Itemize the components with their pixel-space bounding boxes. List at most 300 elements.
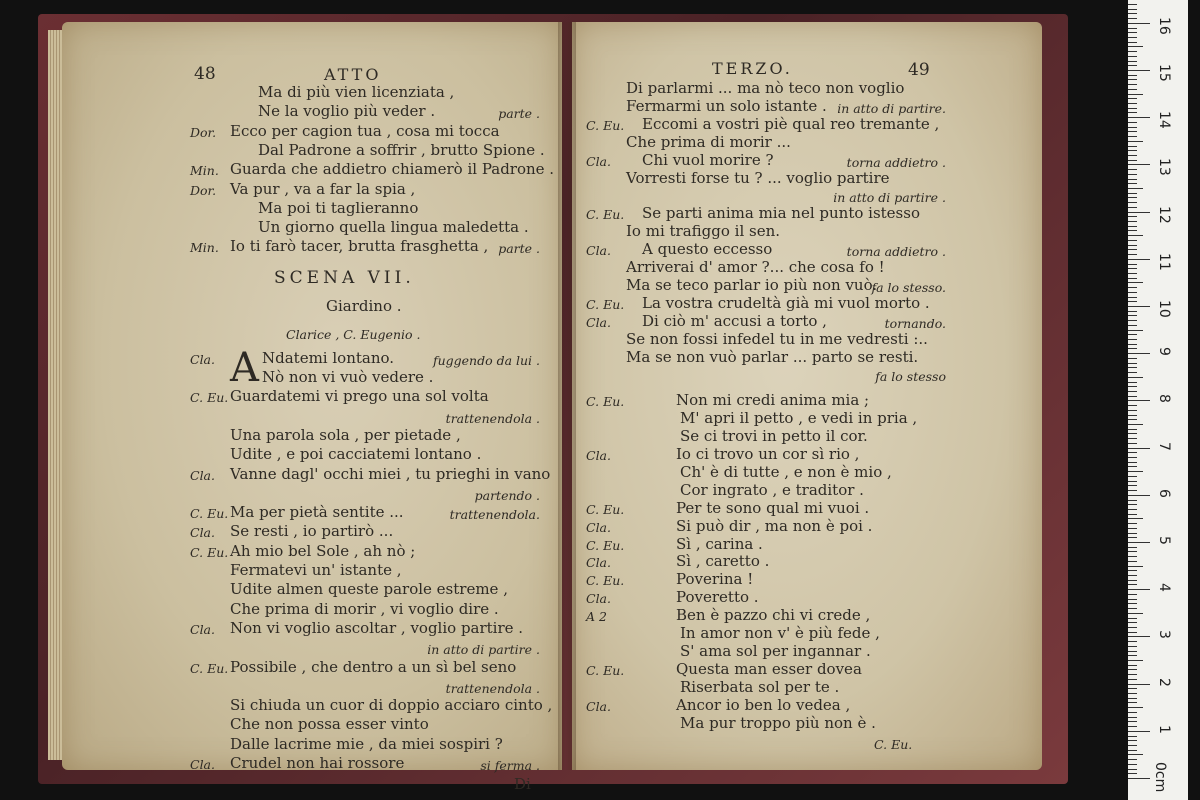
speaker-label: C. Eu. xyxy=(190,544,229,560)
verse-line: Guarda che addietro chiamerò il Padrone . xyxy=(230,160,555,179)
verse-line: Ma per pietà sentite ... xyxy=(230,503,404,522)
scene-title: SCENA VII. xyxy=(274,267,415,288)
ruler-number: 8 xyxy=(1156,394,1172,404)
running-header: TERZO. xyxy=(712,59,793,78)
ruler-tick xyxy=(1128,410,1137,411)
catchword: C. Eu. xyxy=(874,737,913,753)
verse-line: Per te sono qual mi vuoi . xyxy=(676,498,870,517)
verse-line: Che non possa esser vinto xyxy=(230,715,429,734)
ruler-tick xyxy=(1128,84,1137,85)
catchword: Di xyxy=(514,775,531,794)
ruler-tick xyxy=(1128,226,1137,227)
ruler-tick xyxy=(1128,466,1137,467)
verse-line: Se resti , io partirò ... xyxy=(230,522,394,541)
ruler-number: 2 xyxy=(1156,677,1172,687)
ruler-tick xyxy=(1128,764,1137,765)
ruler-tick xyxy=(1128,769,1137,770)
speaker-label: C. Eu. xyxy=(586,207,625,223)
ruler-tick xyxy=(1128,382,1137,383)
verse-line: Io mi trafiggo il sen. xyxy=(626,222,781,241)
ruler-tick xyxy=(1128,570,1137,571)
ruler-tick xyxy=(1128,485,1137,486)
ruler-tick xyxy=(1128,221,1137,222)
ruler-tick xyxy=(1128,712,1137,713)
stage-direction: tornando. xyxy=(884,315,946,331)
verse-line: Sì , caretto . xyxy=(676,552,770,571)
ruler-tick xyxy=(1128,443,1137,444)
ruler-number: 13 xyxy=(1156,158,1172,177)
ruler-tick xyxy=(1128,282,1143,283)
ruler-tick xyxy=(1128,566,1143,567)
speaker-label: C. Eu. xyxy=(586,394,625,410)
speaker-label: Cla. xyxy=(586,314,611,330)
ruler-tick xyxy=(1128,249,1137,250)
ruler-tick xyxy=(1128,542,1150,543)
ruler-tick xyxy=(1128,292,1137,293)
speaker-label: C. Eu. xyxy=(190,660,229,676)
left-page xyxy=(62,22,562,794)
speaker-label: C. Eu. xyxy=(190,506,229,522)
speaker-label: C. Eu. xyxy=(586,537,625,553)
ruler-tick xyxy=(1128,457,1137,458)
ruler-tick xyxy=(1128,518,1143,519)
ruler-tick xyxy=(1128,28,1137,29)
stage-direction: trattenendola . xyxy=(445,410,540,426)
ruler-tick xyxy=(1128,9,1137,10)
ruler-tick xyxy=(1128,674,1137,675)
verse-line: Ch' è di tutte , e non è mio , xyxy=(680,462,892,481)
ruler-tick xyxy=(1128,23,1150,24)
ruler-tick xyxy=(1128,632,1137,633)
stage-direction: fuggendo da lui . xyxy=(432,352,540,368)
ruler-tick xyxy=(1128,363,1137,364)
ruler-tick xyxy=(1128,348,1137,349)
ruler-tick xyxy=(1128,183,1137,184)
ruler-tick xyxy=(1128,429,1137,430)
verse-line: Un giorno quella lingua maledetta . xyxy=(258,218,529,237)
ruler-tick xyxy=(1128,155,1137,156)
ruler-tick xyxy=(1128,613,1143,614)
ruler-tick xyxy=(1128,462,1137,463)
verse-line: Ma poi ti taglieranno xyxy=(258,198,419,217)
verse-line: Si chiuda un cuor di doppio acciaro cinto , xyxy=(230,696,553,715)
verse-line: La vostra crudeltà già mi vuol morto . xyxy=(642,293,930,312)
ruler-tick xyxy=(1128,259,1150,260)
ruler-tick xyxy=(1128,679,1137,680)
ruler-tick xyxy=(1128,367,1137,368)
stage-direction: si ferma . xyxy=(480,758,540,773)
ruler-tick xyxy=(1128,136,1137,137)
ruler-tick xyxy=(1128,301,1137,302)
page-number: 49 xyxy=(908,60,930,80)
speaker-label: Cla. xyxy=(586,698,611,714)
ruler-tick xyxy=(1128,551,1137,552)
verse-line: Udite , e poi cacciatemi lontano . xyxy=(230,445,482,464)
ruler-tick xyxy=(1128,245,1137,246)
ruler-tick xyxy=(1128,18,1137,19)
verse-line: Se parti anima mia nel punto istesso xyxy=(642,204,920,223)
ruler-tick xyxy=(1128,603,1137,604)
ruler-tick xyxy=(1128,216,1137,217)
ruler-tick xyxy=(1128,391,1137,392)
ruler-tick xyxy=(1128,311,1137,312)
verse-line: Poverina ! xyxy=(676,570,754,589)
ruler-tick xyxy=(1128,533,1137,534)
page-number: 48 xyxy=(194,64,216,84)
verse-line: Io ci trovo un cor sì rio , xyxy=(676,445,860,463)
ruler-tick xyxy=(1128,344,1137,345)
right-page xyxy=(572,22,1042,770)
ruler-tick xyxy=(1128,698,1137,699)
stage-direction: parte . xyxy=(498,106,540,122)
stage-direction: partendo . xyxy=(474,487,540,503)
ruler-tick xyxy=(1128,618,1137,619)
ruler-tick xyxy=(1128,150,1137,151)
speaker-label: C. Eu. xyxy=(586,501,625,517)
speaker-label: Dor. xyxy=(190,124,217,140)
ruler-tick xyxy=(1128,419,1137,420)
verse-line: Ma di più vien licenziata , xyxy=(258,83,455,101)
speaker-label: Dor. xyxy=(190,182,217,198)
verse-line: Se ci trovi in petto il cor. xyxy=(680,427,868,446)
ruler-tick xyxy=(1128,740,1137,741)
ruler-tick xyxy=(1128,415,1137,416)
verse-line: Ecco per cagion tua , cosa mi tocca xyxy=(230,121,500,140)
ruler-tick xyxy=(1128,306,1150,307)
ruler-tick xyxy=(1128,641,1137,642)
verse-line: Vorresti forse tu ? ... voglio partire xyxy=(626,168,890,187)
scene-characters: Clarice , C. Eugenio . xyxy=(286,326,421,342)
verse-line: Vanne dagl' occhi miei , tu prieghi in vano xyxy=(230,464,551,483)
scene-setting: Giardino . xyxy=(326,296,402,315)
verse-line: Ne la voglio più veder . xyxy=(258,102,436,121)
running-header: ATTO xyxy=(324,65,382,84)
stage-direction: trattenendola. xyxy=(449,507,540,523)
stage-direction: torna addietro . xyxy=(846,244,946,260)
speaker-label: C. Eu. xyxy=(586,296,625,312)
ruler-tick xyxy=(1128,273,1137,274)
ruler-tick xyxy=(1128,736,1137,737)
ruler-tick xyxy=(1128,98,1137,99)
ruler-tick xyxy=(1128,179,1137,180)
ruler-tick xyxy=(1128,717,1137,718)
ruler-tick xyxy=(1128,42,1137,43)
stage-direction: fa lo stesso xyxy=(875,369,946,385)
speaker-label: Cla. xyxy=(190,525,215,541)
ruler-number: 1 xyxy=(1156,724,1172,734)
ruler-tick xyxy=(1128,131,1137,132)
ruler-tick xyxy=(1128,509,1137,510)
ruler-tick xyxy=(1128,287,1137,288)
ruler-unit-label: 0cm xyxy=(1152,762,1168,793)
ruler-tick xyxy=(1128,197,1137,198)
ruler-tick xyxy=(1128,169,1137,170)
speaker-label: Cla. xyxy=(586,555,611,571)
ruler-tick xyxy=(1128,575,1137,576)
speaker-label: Cla. xyxy=(190,467,215,483)
ruler-tick xyxy=(1128,325,1137,326)
ruler-tick xyxy=(1128,405,1137,406)
speaker-label: Min. xyxy=(190,163,219,179)
verse-line: Riserbata sol per te . xyxy=(680,677,840,696)
ruler-tick xyxy=(1128,636,1150,637)
ruler-tick xyxy=(1128,622,1137,623)
ruler-tick xyxy=(1128,377,1143,378)
ruler-tick xyxy=(1128,108,1137,109)
ruler-tick xyxy=(1128,212,1150,213)
verse-line: Eccomi a vostri piè qual reo tremante , xyxy=(642,114,940,133)
speaker-label: Cla. xyxy=(586,519,611,535)
verse-line: Di parlarmi ... ma nò teco non voglio xyxy=(626,79,905,97)
verse-line: Questa man esser dovea xyxy=(676,659,862,678)
ruler-tick xyxy=(1128,684,1150,685)
verse-line: Udite almen queste parole estreme , xyxy=(230,580,508,599)
verse-line: Dalle lacrime mie , da miei sospiri ? xyxy=(230,734,503,753)
speaker-label: Min. xyxy=(190,240,219,256)
ruler-tick xyxy=(1128,396,1137,397)
ruler-tick xyxy=(1128,495,1150,496)
verse-line: Ndatemi lontano. xyxy=(262,348,395,367)
verse-line: Ma pur troppo più non è . xyxy=(680,713,876,732)
ruler-tick xyxy=(1128,556,1137,557)
speaker-label: Cla. xyxy=(190,351,215,367)
ruler-tick xyxy=(1128,46,1143,47)
ruler-tick xyxy=(1128,13,1137,14)
ruler-tick xyxy=(1128,514,1137,515)
ruler-tick xyxy=(1128,731,1150,732)
ruler-tick xyxy=(1128,79,1137,80)
ruler-tick xyxy=(1128,561,1137,562)
ruler-tick xyxy=(1128,599,1137,600)
ruler-number: 6 xyxy=(1156,488,1172,498)
ruler-tick xyxy=(1128,669,1137,670)
ruler-tick xyxy=(1128,754,1143,755)
ruler-tick xyxy=(1128,264,1137,265)
verse-line: Arriverai d' amor ?... che cosa fo ! xyxy=(626,258,885,276)
ruler-tick xyxy=(1128,386,1137,387)
ruler-tick xyxy=(1128,230,1137,231)
ruler-tick xyxy=(1128,61,1137,62)
ruler-tick xyxy=(1128,759,1137,760)
ruler-tick xyxy=(1128,726,1137,727)
speaker-label: Cla. xyxy=(586,153,611,169)
verse-line: Ah mio bel Sole , ah nò ; xyxy=(230,541,416,560)
ruler-tick xyxy=(1128,141,1143,142)
stage-direction: parte . xyxy=(498,241,540,257)
speaker-label: C. Eu. xyxy=(586,573,625,589)
ruler-tick xyxy=(1128,660,1143,661)
ruler-tick xyxy=(1128,651,1137,652)
verse-line: Va pur , va a far la spia , xyxy=(230,179,416,198)
speaker-label: Cla. xyxy=(190,621,215,637)
ruler-tick xyxy=(1128,589,1150,590)
ruler-tick xyxy=(1128,702,1137,703)
verse-line: Si può dir , ma non è poi . xyxy=(676,516,873,535)
ruler-tick xyxy=(1128,688,1137,689)
ruler-tick xyxy=(1128,193,1137,194)
ruler-tick xyxy=(1128,94,1143,95)
ruler-tick xyxy=(1128,207,1137,208)
ruler-tick xyxy=(1128,70,1150,71)
verse-line: Possibile , che dentro a un sì bel seno xyxy=(230,657,517,676)
verse-line: Se non fossi infedel tu in me vedresti :.. xyxy=(626,329,928,348)
ruler-tick xyxy=(1128,278,1137,279)
ruler-number: 4 xyxy=(1156,583,1172,593)
ruler-tick xyxy=(1128,65,1137,66)
ruler-tick xyxy=(1128,594,1137,595)
ruler-number: 9 xyxy=(1156,347,1172,357)
verse-line: Una parola sola , per pietade , xyxy=(230,425,461,444)
ruler-tick xyxy=(1128,174,1137,175)
ruler-tick xyxy=(1128,56,1137,57)
ruler-tick xyxy=(1128,37,1137,38)
ruler-tick xyxy=(1128,584,1137,585)
ruler-tick xyxy=(1128,424,1143,425)
measuring-ruler xyxy=(1128,0,1188,800)
stage-direction: in atto di partire . xyxy=(427,642,540,658)
ruler-number: 5 xyxy=(1156,536,1172,545)
ruler-tick xyxy=(1128,580,1137,581)
ruler-tick xyxy=(1128,707,1143,708)
speaker-label: C. Eu. xyxy=(586,117,625,133)
ruler-tick xyxy=(1128,537,1137,538)
ruler-tick xyxy=(1128,433,1137,434)
speaker-label: Cla. xyxy=(190,757,215,772)
ruler-tick xyxy=(1128,500,1137,501)
verse-line: Io ti farò tacer, brutta frasghetta , xyxy=(230,237,489,256)
ruler-tick xyxy=(1128,235,1143,236)
verse-line: Che prima di morir , vi voglio dire . xyxy=(230,599,499,618)
ruler-tick xyxy=(1128,127,1137,128)
verse-line: Nò non vi vuò vedere . xyxy=(262,368,434,386)
ruler-tick xyxy=(1128,778,1150,779)
verse-line: Dal Padrone a soffrir , brutto Spione . xyxy=(258,140,545,159)
ruler-tick xyxy=(1128,188,1143,189)
stage-direction: trattenendola . xyxy=(445,680,540,696)
ruler-tick xyxy=(1128,75,1137,76)
verse-line: Guardatemi vi prego una sol volta xyxy=(230,387,489,406)
ruler-tick xyxy=(1128,646,1137,647)
ruler-tick xyxy=(1128,750,1137,751)
ruler-tick xyxy=(1128,523,1137,524)
ruler-tick xyxy=(1128,608,1137,609)
ruler-number: 15 xyxy=(1156,64,1172,82)
ruler-tick xyxy=(1128,164,1150,165)
verse-line: In amor non v' è più fede , xyxy=(680,624,880,642)
ruler-tick xyxy=(1128,330,1143,331)
speaker-label: Cla. xyxy=(586,243,611,259)
verse-line: Ben è pazzo chi vi crede , xyxy=(676,606,871,625)
ruler-number: 16 xyxy=(1156,16,1172,35)
ruler-tick xyxy=(1128,103,1137,104)
ruler-number: 12 xyxy=(1156,205,1172,224)
ruler-tick xyxy=(1128,339,1137,340)
verse-line: S' ama sol per ingannar . xyxy=(680,641,871,660)
ruler-tick xyxy=(1128,490,1137,491)
ruler-tick xyxy=(1128,117,1150,118)
ruler-tick xyxy=(1128,693,1137,694)
ruler-tick xyxy=(1128,268,1137,269)
ruler-tick xyxy=(1128,452,1137,453)
ruler-tick xyxy=(1128,547,1137,548)
verse-line: Ma se non vuò parlar ... parto se resti. xyxy=(626,347,919,366)
speaker-label: Cla. xyxy=(586,591,611,607)
ruler-tick xyxy=(1128,665,1137,666)
ruler-tick xyxy=(1128,353,1150,354)
verse-line: Chi vuol morire ? xyxy=(642,150,774,169)
ruler-tick xyxy=(1128,504,1137,505)
verse-line: Non vi voglio ascoltar , voglio partire . xyxy=(230,618,524,637)
verse-line: Che prima di morir ... xyxy=(626,132,791,151)
ruler-tick xyxy=(1128,481,1137,482)
ruler-tick xyxy=(1128,32,1137,33)
ruler-tick xyxy=(1128,773,1137,774)
ruler-tick xyxy=(1128,146,1137,147)
ruler-tick xyxy=(1128,112,1137,113)
verse-line: M' apri il petto , e vedi in pria , xyxy=(680,409,918,428)
ruler-tick xyxy=(1128,528,1137,529)
ruler-tick xyxy=(1128,320,1137,321)
book-gutter xyxy=(558,22,576,770)
ruler-tick xyxy=(1128,627,1137,628)
verse-line: Ma se teco parlar io più non vuò. xyxy=(626,275,878,294)
ruler-tick xyxy=(1128,240,1137,241)
verse-line: Crudel non hai rossore xyxy=(230,754,405,772)
ruler-tick xyxy=(1128,122,1137,123)
ruler-tick xyxy=(1128,254,1137,255)
speaker-label: C. Eu. xyxy=(190,390,229,406)
ruler-tick xyxy=(1128,655,1137,656)
ruler-tick xyxy=(1128,4,1137,5)
verse-line: Ancor io ben lo vedea , xyxy=(676,695,851,714)
speaker-label: C. Eu. xyxy=(586,662,625,678)
ruler-number: 10 xyxy=(1156,300,1172,318)
ruler-tick xyxy=(1128,315,1137,316)
verse-line: Cor ingrato , e traditor . xyxy=(680,480,864,499)
ruler-tick xyxy=(1128,160,1137,161)
ruler-number: 7 xyxy=(1156,441,1172,451)
stage-direction: in atto di partire . xyxy=(833,190,946,206)
verse-line: Fermatevi un' istante , xyxy=(230,561,402,579)
ruler-tick xyxy=(1128,448,1150,449)
verse-line: Non mi credi anima mia ; xyxy=(676,391,870,410)
ruler-tick xyxy=(1128,297,1137,298)
ruler-tick xyxy=(1128,89,1137,90)
ruler-tick xyxy=(1128,334,1137,335)
ruler-tick xyxy=(1128,471,1143,472)
ruler-tick xyxy=(1128,358,1137,359)
stage-direction: torna addietro . xyxy=(846,154,946,170)
ruler-tick xyxy=(1128,745,1137,746)
ruler-number: 14 xyxy=(1156,111,1172,130)
speaker-label: A 2 xyxy=(586,609,607,625)
ruler-tick xyxy=(1128,476,1137,477)
verse-line: Sì , carina . xyxy=(676,534,763,553)
stage-direction: in atto di partire. xyxy=(837,100,946,116)
ruler-number: 3 xyxy=(1156,630,1172,640)
verse-line: Poveretto . xyxy=(676,588,759,607)
drop-cap: A xyxy=(230,344,259,391)
ruler-tick xyxy=(1128,202,1137,203)
verse-line: A questo eccesso xyxy=(642,240,773,259)
ruler-tick xyxy=(1128,400,1150,401)
ruler-tick xyxy=(1128,51,1137,52)
ruler-tick xyxy=(1128,721,1137,722)
speaker-label: Cla. xyxy=(586,448,611,463)
verse-line: Fermarmi un solo istante . xyxy=(626,96,827,115)
verse-line: Di ciò m' accusi a torto , xyxy=(642,311,827,330)
stage-direction: fa lo stesso. xyxy=(871,279,946,295)
